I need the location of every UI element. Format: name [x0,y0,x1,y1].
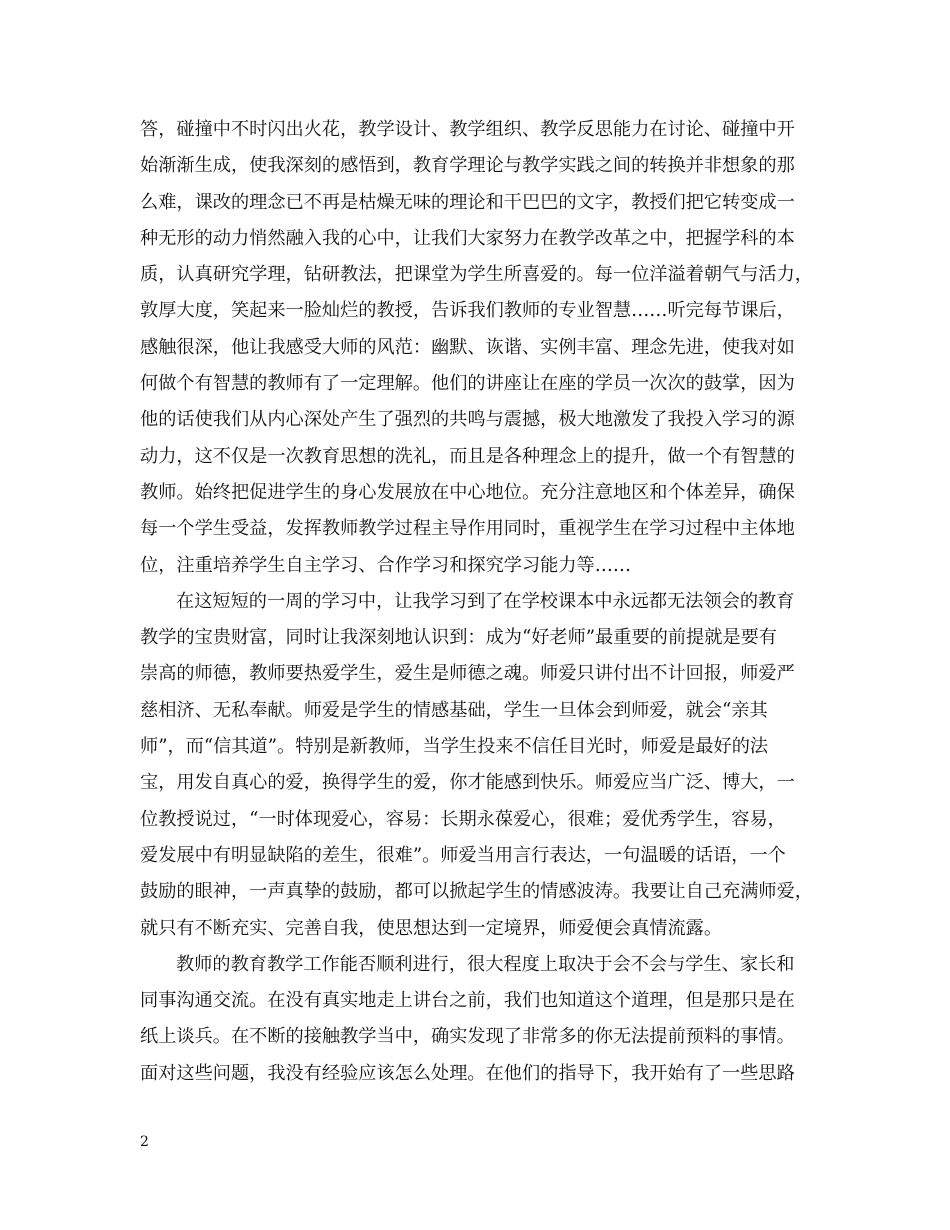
text-line: 爱发展中有明显缺陷的差生，很难”。师爱当用言行表达，一句温暖的话语，一个 [140,844,786,866]
text-line: 么难，课改的理念已不再是枯燥无味的理论和干巴巴的文字，教授们把它转变成一 [140,191,795,213]
paragraph-start-line: 教师的教育教学工作能否顺利进行，很大程度上取决于会不会与学生、家长和 [176,953,795,975]
text-line: 每一个学生受益，发挥教师教学过程主导作用同时，重视学生在学习过程中主体地 [140,518,795,540]
text-line: 同事沟通交流。在没有真实地走上讲台之前，我们也知道这个道理，但是那只是在 [140,990,795,1012]
text-line: 崇高的师德，教师要热爱学生，爱生是师德之魂。师爱只讲付出不计回报，师爱严 [140,663,795,685]
body-text [140,112,820,1092]
text-line: 动力，这不仅是一次教育思想的洗礼，而且是各种理念上的提升，做一个有智慧的 [140,445,795,467]
paragraph-start-line: 在这短短的一周的学习中，让我学习到了在学校课本中永远都无法领会的教育 [176,590,795,612]
text-line: 种无形的动力悄然融入我的心中，让我们大家努力在教学改革之中，把握学科的本 [140,227,795,249]
text-line: 鼓励的眼神，一声真挚的鼓励，都可以掀起学生的情感波涛。我要让自己充满师爱， [140,881,813,903]
text-line: 位教授说过，“一时体现爱心，容易：长期永葆爱心，很难；爱优秀学生，容易， [140,808,786,830]
text-line: 位，注重培养学生自主学习、合作学习和探究学习能力等…… [140,554,632,576]
text-line: 始渐渐生成，使我深刻的感悟到，教育学理论与教学实践之间的转换并非想象的那 [140,155,795,177]
text-line: 质，认真研究学理，钻研教法，把课堂为学生所喜爱的。每一位洋溢着朝气与活力， [140,264,813,286]
text-line: 师”，而“信其道”。特别是新教师，当学生投来不信任目光时，师爱是最好的法 [140,736,769,758]
text-line: 他的话使我们从内心深处产生了强烈的共鸣与震撼，极大地激发了我投入学习的源 [140,409,795,431]
text-line: 何做个有智慧的教师有了一定理解。他们的讲座让在座的学员一次次的鼓掌，因为 [140,373,795,395]
page-number: 2 [140,1134,149,1150]
text-line: 感触很深，他让我感受大师的风范：幽默、诙谐、实例丰富、理念先进，使我对如 [140,336,795,358]
text-line: 教学的宝贵财富，同时让我深刻地认识到：成为“好老师”最重要的前提就是要有 [140,627,777,649]
text-line: 纸上谈兵。在不断的接触教学当中，确实发现了非常多的你无法提前预料的事情。 [140,1026,795,1048]
text-line: 答，碰撞中不时闪出火花，教学设计、教学组织、教学反思能力在讨论、碰撞中开 [140,119,795,140]
text-line: 教师。始终把促进学生的身心发展放在中心地位。充分注意地区和个体差异，确保 [140,481,795,503]
text-line: 宝，用发自真心的爱，换得学生的爱，你才能感到快乐。师爱应当广泛、博大，一 [140,772,795,794]
text-line: 敦厚大度，笑起来一脸灿烂的教授，告诉我们教师的专业智慧……听完每节课后， [140,300,795,322]
text-line: 面对这些问题，我没有经验应该怎么处理。在他们的指导下，我开始有了一些思路 [140,1062,795,1084]
text-line: 就只有不断充实、完善自我，使思想达到一定境界，师爱便会真情流露。 [140,917,723,939]
text-line: 慈相济、无私奉献。师爱是学生的情感基础，学生一旦体会到师爱，就会“亲其 [140,699,768,721]
